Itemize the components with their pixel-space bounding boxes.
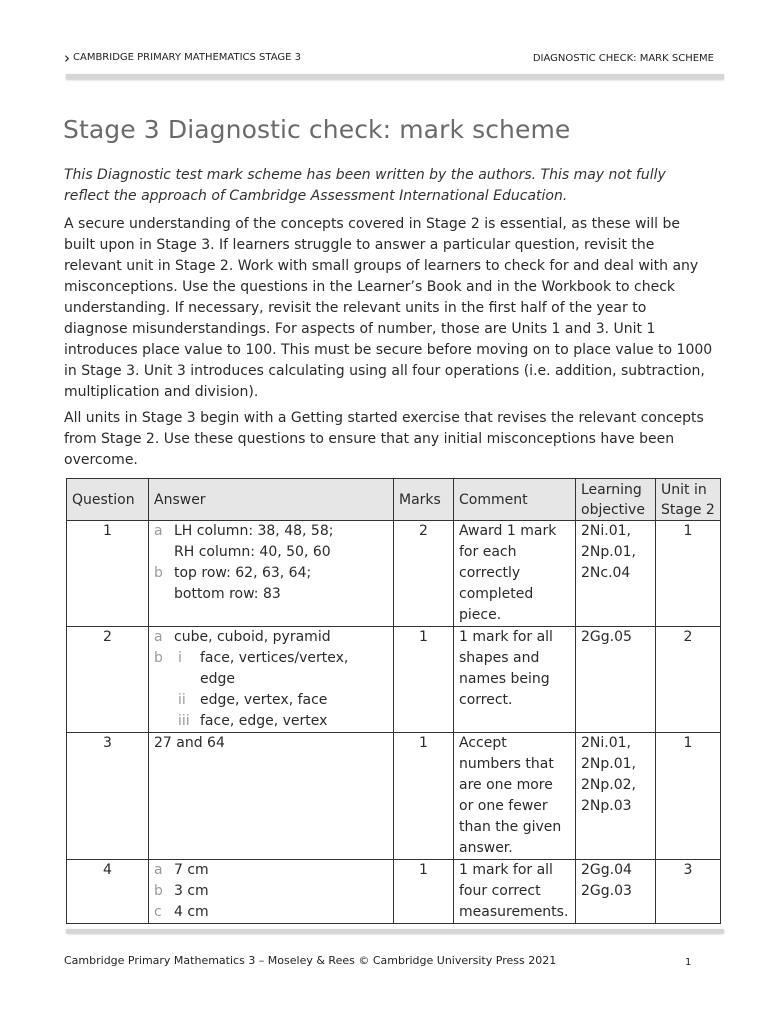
- chevron-right-icon: ›: [64, 48, 70, 67]
- objective-cell: [576, 733, 656, 860]
- objective-code: 2Gg.03: [581, 883, 632, 899]
- header-left: [64, 48, 301, 67]
- answer-cell: [149, 627, 394, 733]
- subpart-label: i: [178, 650, 182, 666]
- objective-code: 2Np.03: [581, 798, 632, 814]
- marks-cell: 2: [394, 521, 454, 627]
- header-section-title: DIAGNOSTIC CHECK: MARK SCHEME: [532, 53, 714, 64]
- marks-cell: 1: [394, 733, 454, 860]
- answer-cell: 27 and 64: [149, 733, 394, 860]
- page-title: Stage 3 Diagnostic check: mark scheme: [63, 115, 571, 144]
- page-number: 1: [685, 957, 692, 968]
- subpart-label: ii: [178, 692, 186, 708]
- part-label: b: [154, 565, 163, 581]
- header-question: Question: [67, 479, 149, 521]
- unit-cell: 1: [656, 733, 721, 860]
- marks-cell: 1: [394, 860, 454, 924]
- part-label: b: [154, 650, 163, 666]
- table-row: [67, 733, 721, 860]
- objective-code: 2Ni.01,: [581, 735, 631, 751]
- question-number: 3: [67, 733, 149, 860]
- unit-cell: 1: [656, 521, 721, 627]
- header-divider: [66, 74, 724, 79]
- answer-text: face, vertices/vertex,: [200, 650, 349, 666]
- table-row: [67, 521, 721, 627]
- table-row: [67, 627, 721, 733]
- objective-cell: [576, 627, 656, 733]
- body-paragraph-1: A secure understanding of the concepts covered in Stage 2 is essential, as these will be built upon in Stage 3. If learners struggle to answer a particular question, revisit the relevant unit in Stage 2. Work with small groups of learners to check for and deal with any misconceptions. Use the questions in the Learner’s Book and in the Workbook to check understanding. If necessary, revisit the relevant units in the first half of the year to diagnose misunderstandings. For aspects of number, those are Units 1 and 3. Unit 1 introduces place value to 100. This must be secure before moving on to place value to 1000 in Stage 3. Unit 3 introduces calculating using all four operations (i.e. addition, subtraction, multiplication and division).: [64, 216, 713, 400]
- answer-text: 4 cm: [174, 904, 209, 920]
- comment-cell: 1 mark for all shapes and names being correct.: [454, 627, 576, 733]
- objective-cell: [576, 521, 656, 627]
- marks-cell: 1: [394, 627, 454, 733]
- header-unit-in-stage-2: Unit in Stage 2: [656, 479, 721, 521]
- header-series-title: CAMBRIDGE PRIMARY MATHEMATICS STAGE 3: [73, 52, 301, 63]
- mark-scheme-table: [66, 478, 721, 924]
- table-row: [67, 860, 721, 924]
- question-number: 2: [67, 627, 149, 733]
- answer-text: face, edge, vertex: [200, 713, 328, 729]
- objective-code: 2Nc.04: [581, 565, 631, 581]
- answer-cell: [149, 521, 394, 627]
- answer-text: edge: [200, 671, 235, 687]
- answer-text: LH column: 38, 48, 58;: [174, 523, 334, 539]
- page-header: [64, 48, 714, 68]
- part-label: a: [154, 862, 163, 878]
- objective-code: 2Np.01,: [581, 756, 636, 772]
- comment-cell: Accept numbers that are one more or one fewer than the given answer.: [454, 733, 576, 860]
- part-label: c: [154, 904, 162, 920]
- intro-note: This Diagnostic test mark scheme has been written by the authors. This may not fully reflect the approach of Cambridge Assessment International Education.: [64, 167, 666, 204]
- objective-cell: [576, 860, 656, 924]
- header-answer: Answer: [149, 479, 394, 521]
- unit-cell: 2: [656, 627, 721, 733]
- answer-cell: [149, 860, 394, 924]
- comment-cell: Award 1 mark for each correctly completed piece.: [454, 521, 576, 627]
- answer-text: 7 cm: [174, 862, 209, 878]
- answer-text: edge, vertex, face: [200, 692, 328, 708]
- body-paragraph-2: All units in Stage 3 begin with a Getting started exercise that revises the relevant concepts from Stage 2. Use these questions to ensure that any initial misconceptions have been overcome.: [64, 410, 704, 468]
- answer-text: top row: 62, 63, 64;: [174, 565, 312, 581]
- footer-credit: Cambridge Primary Mathematics 3 – Moseley & Rees © Cambridge University Press 2021: [64, 954, 557, 967]
- table-header-row: [67, 479, 721, 521]
- header-comment: Comment: [454, 479, 576, 521]
- header-marks: Marks: [394, 479, 454, 521]
- part-label: a: [154, 629, 163, 645]
- unit-cell: 3: [656, 860, 721, 924]
- footer-divider: [66, 929, 724, 933]
- answer-text: bottom row: 83: [174, 586, 281, 602]
- part-label: a: [154, 523, 163, 539]
- header-learning-objective: Learning objective: [576, 479, 656, 521]
- objective-code: 2Np.01,: [581, 544, 636, 560]
- objective-code: 2Ni.01,: [581, 523, 631, 539]
- objective-code: 2Gg.04: [581, 862, 632, 878]
- answer-text: cube, cuboid, pyramid: [174, 629, 331, 645]
- question-number: 4: [67, 860, 149, 924]
- objective-code: 2Np.02,: [581, 777, 636, 793]
- objective-code: 2Gg.05: [581, 629, 632, 645]
- comment-cell: 1 mark for all four correct measurements.: [454, 860, 576, 924]
- subpart-label: iii: [178, 713, 190, 729]
- part-label: b: [154, 883, 163, 899]
- question-number: 1: [67, 521, 149, 627]
- answer-text: RH column: 40, 50, 60: [174, 544, 331, 560]
- answer-text: 3 cm: [174, 883, 209, 899]
